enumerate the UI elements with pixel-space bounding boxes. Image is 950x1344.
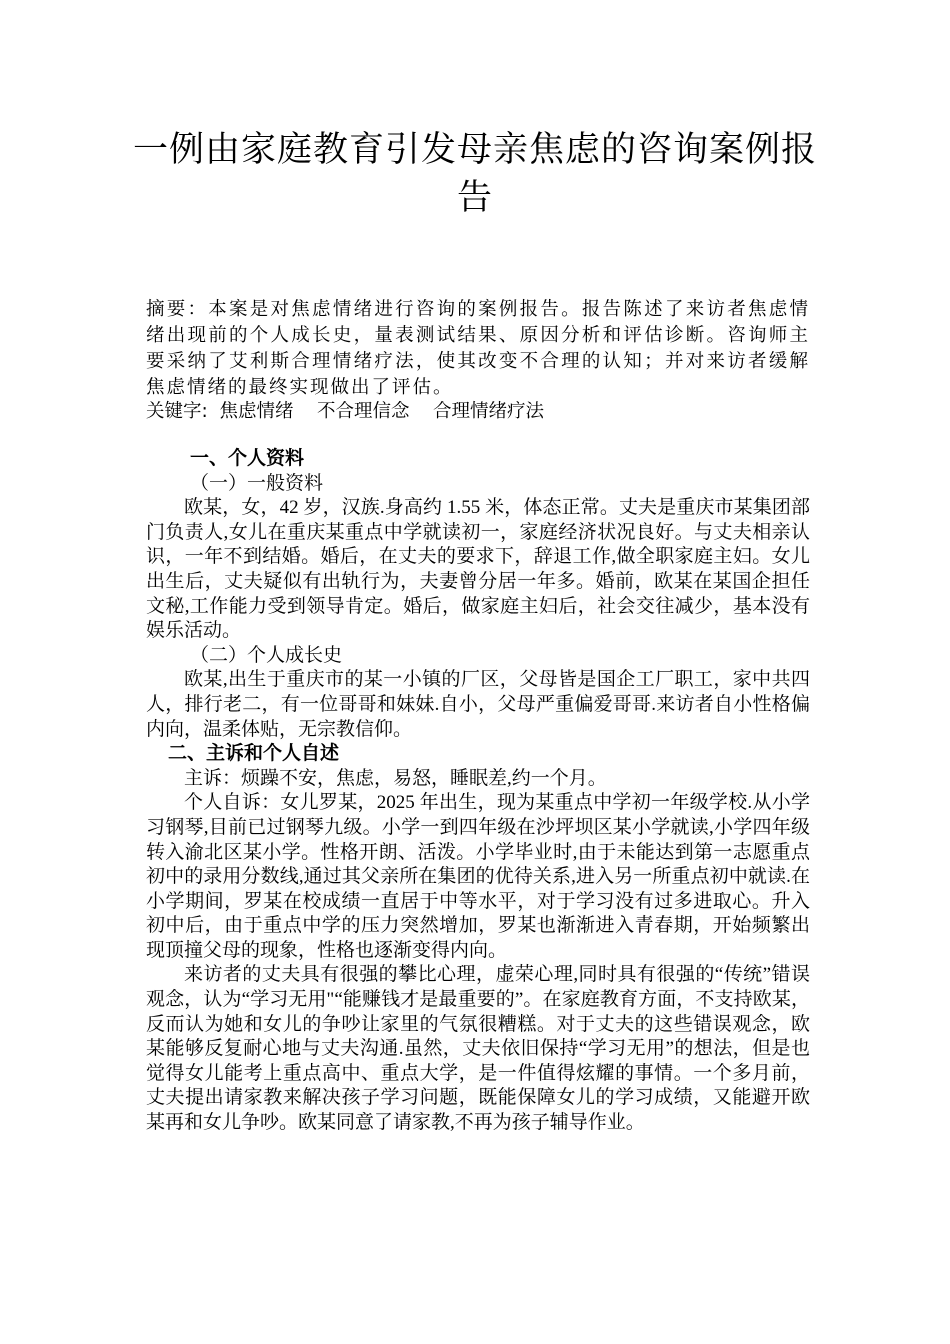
- document-body: [146, 447, 810, 1136]
- keywords: 关键字: 焦虑情绪 不合理信念 合理情绪疗法: [146, 401, 545, 422]
- paragraph-growth-history: 欧某,出生于重庆市的某一小镇的厂区，父母皆是国企工厂职工，家中共四人，排行老二，有一位哥哥和妹妹.自小，父母严重偏爱哥哥.来访者自小性格偏内向，温柔体贴，无宗教信仰。: [146, 669, 810, 740]
- abstract: 摘要：本案是对焦虑情绪进行咨询的案例报告。报告陈述了来访者焦虑情绪出现前的个人成长史，量表测试结果、原因分析和评估诊断。咨询师主要采纳了艾利斯合理情绪疗法，使其改变不合理的认知；并对来访者缓解焦虑情绪的最终实现做出了评估。: [146, 299, 810, 398]
- section-heading-personal-info: 一、个人资料: [190, 448, 305, 469]
- subsection-heading-growth-history: （二）个人成长史: [190, 644, 343, 666]
- document-title: 一例由家庭教育引发母亲焦虑的咨询案例报告: [132, 130, 817, 218]
- paragraph-main-complaint: 主诉：烦躁不安，焦虑，易怒，睡眠差,约一个月。: [184, 767, 607, 789]
- paragraph-self-report: 个人自诉：女儿罗某，2025 年出生，现为某重点中学初一年级学校.从小学习钢琴,目前已过钢琴九级。小学一到四年级在沙坪坝区某小学就读,小学四年级转入渝北区某小学。性格开朗、活泼。小学毕业时,由于未能达到第一志愿重点初中的录用分数线,通过其父亲所在集团的优待关系,进入另一所重点初中就读.在小学期间，罗某在校成绩一直居于中等水平，对于学习没有过多进取心。升入初中后，由于重点中学的压力突然增加，罗某也渐渐进入青春期，开始频繁出现顶撞父母的现象，性格也逐渐变得内向。: [146, 792, 810, 961]
- section-heading-complaint: 二、主诉和个人自述: [168, 743, 340, 765]
- paragraph-general-info: 欧某，女，42 岁，汉族.身高约 1.55 米，体态正常。丈夫是重庆市某集团部门负责人,女儿在重庆某重点中学就读初一，家庭经济状况良好。与丈夫相亲认识，一年不到结婚。婚后，在丈夫的要求下，辞退工作,做全职家庭主妇。女儿出生后，丈夫疑似有出轨行为，夫妻曾分居一年多。婚前，欧某在某国企担任文秘,工作能力受到领导肯定。婚后，做家庭主妇后，社会交往减少，基本没有娱乐活动。: [146, 497, 810, 642]
- paragraph-husband: 来访者的丈夫具有很强的攀比心理，虚荣心理,同时具有很强的“传统”错误观念，认为“学习无用"“能赚钱才是最重要的”。在家庭教育方面，不支持欧某，反而认为她和女儿的争吵让家里的气氛很糟糕。对于丈夫的这些错误观念，欧某能够反复耐心地与丈夫沟通.虽然，丈夫依旧保持“学习无用”的想法，但是也觉得女儿能考上重点高中、重点大学，是一件值得炫耀的事情。一个多月前，丈夫提出请家教来解决孩子学习问题，既能保障女儿的学习成绩，又能避开欧某再和女儿争吵。欧某同意了请家教,不再为孩子辅导作业。: [146, 964, 810, 1134]
- subsection-heading-general-info: （一）一般资料: [190, 472, 324, 494]
